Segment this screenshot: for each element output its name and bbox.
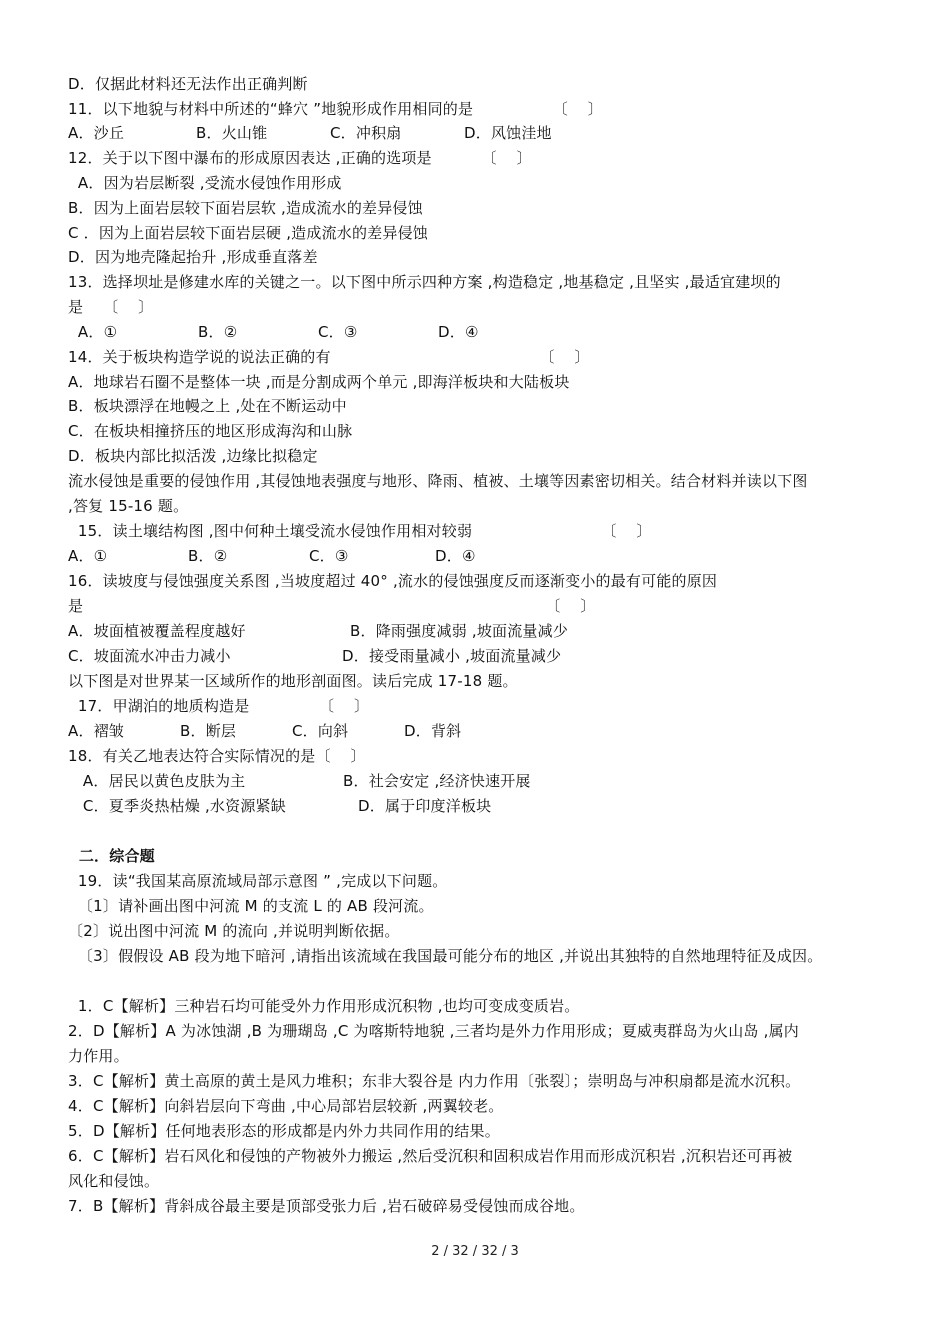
- section-title: 二．综合题: [68, 847, 155, 865]
- answer-6-cont: 风化和侵蚀。: [68, 1172, 160, 1190]
- option-d: D．④: [435, 547, 476, 565]
- option-a: A．沙丘: [68, 124, 125, 142]
- option-a: A．居民以黄色皮肤为主: [68, 772, 246, 790]
- option-b: B．②: [188, 547, 228, 565]
- question-16-options-row1: [68, 619, 890, 643]
- option-a: A．①: [68, 547, 108, 565]
- option-c: C．在板块相撞挤压的地区形成海沟和山脉: [68, 422, 353, 440]
- option-c: C．③: [318, 323, 358, 341]
- answer-3: 3．C【解析】黄土高原的黄土是风力堆积；东非大裂谷是 内力作用〔张裂〕；崇明岛与冲积扇都是流水沉积。: [68, 1072, 801, 1090]
- question-14: 14．关于板块构造学说的说法正确的有 〔 〕: [68, 348, 590, 366]
- option-b: B．火山锥: [196, 124, 268, 142]
- question-17-options: [68, 719, 890, 743]
- material-text: 流水侵蚀是重要的侵蚀作用 ,其侵蚀地表强度与地形、降雨、植被、土壤等因素密切相关。结合材料并读以下图: [68, 472, 808, 490]
- option-b: B．因为上面岩层较下面岩层软 ,造成流水的差异侵蚀: [68, 199, 423, 217]
- question-19-part1: 〔1〕请补画出图中河流 M 的支流 L 的 AB 段河流。: [68, 897, 434, 915]
- answer-2: 2．D【解析】A 为冰蚀湖 ,B 为珊瑚岛 ,C 为喀斯特地貌 ,三者均是外力作用形成；夏威夷群岛为火山岛 ,属内: [68, 1022, 799, 1040]
- option-c: C．坡面流水冲击力减小: [68, 647, 231, 665]
- option-c: C ．因为上面岩层较下面岩层硬 ,造成流水的差异侵蚀: [68, 224, 428, 242]
- question-18: 18．有关乙地表达符合实际情况的是〔 〕: [68, 747, 366, 765]
- option-a: A．地球岩石圈不是整体一块 ,而是分割成两个单元 ,即海洋板块和大陆板块: [68, 373, 570, 391]
- question-12: 12．关于以下图中瀑布的形成原因表达 ,正确的选项是 〔 〕: [68, 149, 532, 167]
- text-line: D．仅据此材料还无法作出正确判断: [68, 75, 308, 93]
- answer-5: 5．D【解析】任何地表形态的形成都是内外力共同作用的结果。: [68, 1122, 500, 1140]
- question-11-options: [68, 121, 890, 145]
- material-text: 以下图是对世界某一区域所作的地形剖面图。读后完成 17-18 题。: [68, 672, 518, 690]
- option-b: B．②: [198, 323, 238, 341]
- question-13-cont: 是 〔 〕: [68, 298, 154, 316]
- question-13-options: [68, 320, 890, 344]
- question-19-part3: 〔3〕假假设 AB 段为地下暗河 ,请指出该流域在我国最可能分布的地区 ,并说出其独特的自然地理特征及成因。: [68, 947, 823, 965]
- question-18-options-row1: [68, 769, 890, 793]
- option-d: D．④: [438, 323, 479, 341]
- option-a: A．因为岩层断裂 ,受流水侵蚀作用形成: [68, 174, 342, 192]
- question-16-cont: 是 〔 〕: [68, 597, 596, 615]
- option-a: A．褶皱: [68, 722, 125, 740]
- option-d: D．属于印度洋板块: [358, 797, 492, 815]
- option-a: A．①: [68, 323, 118, 341]
- option-d: D．风蚀洼地: [464, 124, 552, 142]
- option-c: C．夏季炎热枯燥 ,水资源紧缺: [68, 797, 286, 815]
- question-16-options-row2: [68, 644, 890, 668]
- answer-1: 1．C【解析】三种岩石均可能受外力作用形成沉积物 ,也均可变成变质岩。: [68, 997, 580, 1015]
- question-18-options-row2: [68, 794, 890, 818]
- page-number: 2 / 32 / 32 / 3: [431, 1244, 519, 1259]
- answer-7: 7．B【解析】背斜成谷最主要是顶部受张力后 ,岩石破碎易受侵蚀而成谷地。: [68, 1197, 585, 1215]
- answer-4: 4．C【解析】向斜岩层向下弯曲 ,中心局部岩层较新 ,两翼较老。: [68, 1097, 504, 1115]
- question-15-options: [68, 544, 890, 568]
- question-17: 17．甲湖泊的地质构造是 〔 〕: [68, 697, 370, 715]
- answer-6: 6．C【解析】岩石风化和侵蚀的产物被外力搬运 ,然后受沉积和固积成岩作用而形成沉积岩 ,沉积岩还可再被: [68, 1147, 793, 1165]
- option-d: D．背斜: [404, 722, 462, 740]
- question-13: 13．选择坝址是修建水库的关键之一。以下图中所示四种方案 ,构造稳定 ,地基稳定 ,且坚实 ,最适宜建坝的: [68, 273, 781, 291]
- question-15: 15．读土壤结构图 ,图中何种土壤受流水侵蚀作用相对较弱 〔 〕: [68, 522, 652, 540]
- option-d: D．板块内部比拟活泼 ,边缘比拟稳定: [68, 447, 318, 465]
- question-19-part2: 〔2〕说出图中河流 M 的流向 ,并说明判断依据。: [68, 922, 400, 940]
- option-b: B．断层: [180, 722, 237, 740]
- option-b: B．降雨强度减弱 ,坡面流量减少: [350, 622, 569, 640]
- question-16: 16．读坡度与侵蚀强度关系图 ,当坡度超过 40° ,流水的侵蚀强度反而逐渐变小的最有可能的原因: [68, 572, 718, 590]
- question-11: 11．以下地貌与材料中所述的“蜂穴 ”地貌形成作用相同的是 〔 〕: [68, 100, 603, 118]
- option-b: B．板块漂浮在地幔之上 ,处在不断运动中: [68, 397, 347, 415]
- option-c: C．冲积扇: [330, 124, 402, 142]
- option-b: B．社会安定 ,经济快速开展: [343, 772, 531, 790]
- option-a: A．坡面植被覆盖程度越好: [68, 622, 246, 640]
- option-d: D．因为地壳隆起抬升 ,形成垂直落差: [68, 248, 318, 266]
- material-text-cont: ,答复 15-16 题。: [68, 497, 189, 515]
- option-d: D．接受雨量减小 ,坡面流量减少: [342, 647, 562, 665]
- option-c: C．向斜: [292, 722, 349, 740]
- question-19: 19．读“我国某高原流域局部示意图 ” ,完成以下问题。: [68, 872, 448, 890]
- option-c: C．③: [309, 547, 349, 565]
- answer-2-cont: 力作用。: [68, 1047, 129, 1065]
